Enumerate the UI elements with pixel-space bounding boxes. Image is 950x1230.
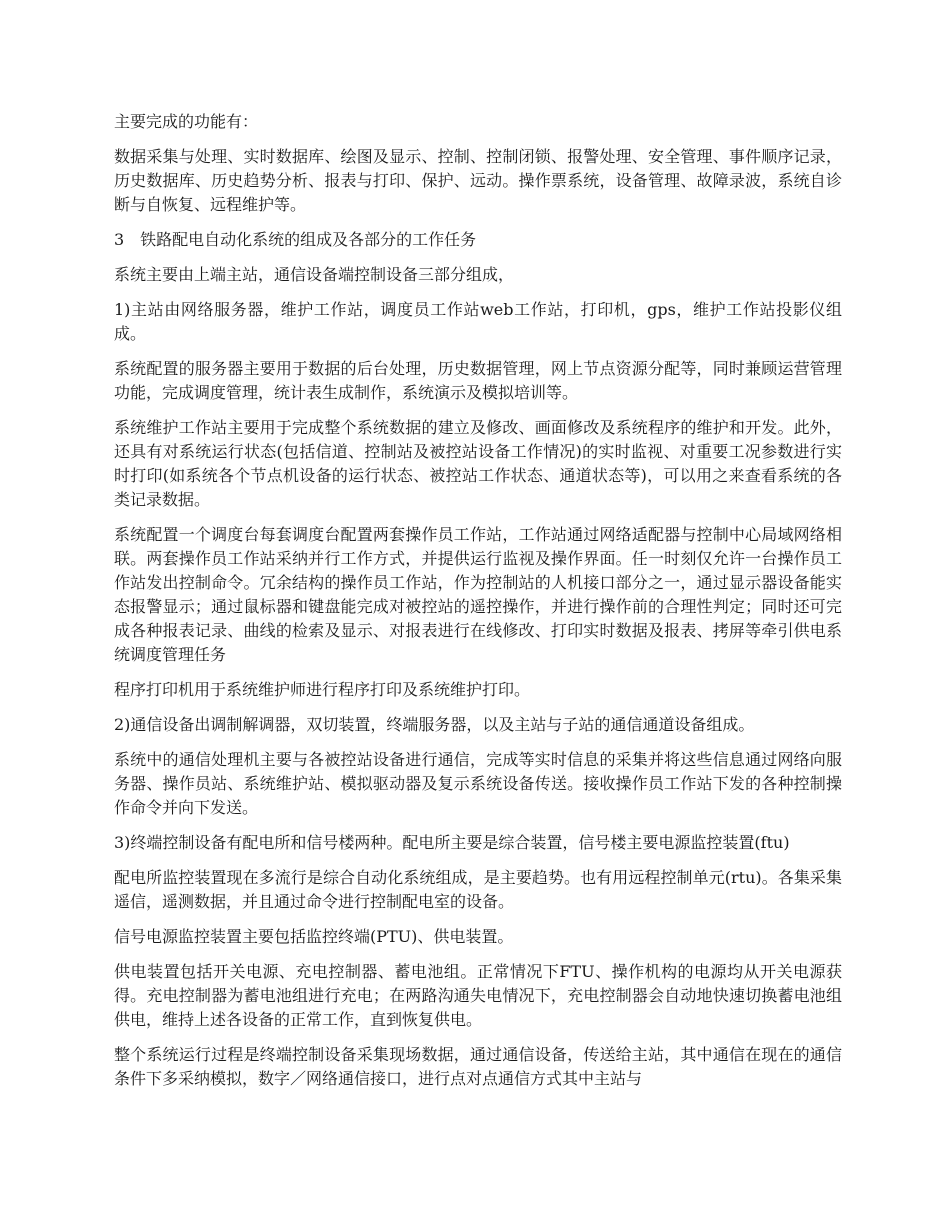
paragraph-operator-workstation: 系统配置一个调度台每套调度台配置两套操作员工作站，工作站通过网络适配器与控制中心局域网络相联。两套操作员工作站采纳并行工作方式，并提供运行监视及操作界面。任一时刻仅允许一台操作员工作站发出控制命令。冗余结构的操作员工作站，作为控制站的人机接口部分之一，通过显示器设备能实态报警显示；通过鼠标器和键盘能完成对被控站的遥控操作，并进行操作前的合理性判定；同时还可完成各种报表记录、曲线的检索及显示、对报表进行在线修改、打印实时数据及报表、拷屏等牵引供电系统调度管理任务 (114, 525, 842, 664)
document-body (114, 110, 842, 1102)
paragraph-functions: 数据采集与处理、实时数据库、绘图及显示、控制、控制闭锁、报警处理、安全管理、事件顺序记录，历史数据库、历史趋势分析、报表与打印、保护、远动。操作票系统，设备管理、故障录波，系统自诊断与自恢复、远程维护等。 (114, 147, 842, 214)
paragraph-terminal-devices: 3)终端控制设备有配电所和信号楼两种。配电所主要是综合装置，信号楼主要电源监控装置(ftu) (114, 833, 790, 852)
section-heading: 3 铁路配电自动化系统的组成及各部分的工作任务 (114, 230, 477, 249)
paragraph-communication-devices: 2)通信设备出调制解调器，双切装置，终端服务器，以及主站与子站的通信通道设备组成。 (114, 715, 755, 734)
paragraph-signal-power: 信号电源监控装置主要包括监控终端(PTU)、供电装置。 (114, 927, 514, 946)
paragraph-intro: 主要完成的功能有： (114, 112, 259, 131)
paragraph-server: 系统配置的服务器主要用于数据的后台处理，历史数据管理，网上节点资源分配等，同时兼顾运营管理功能，完成调度管理，统计表生成制作，系统演示及模拟培训等。 (114, 359, 842, 402)
paragraph-printer: 程序打印机用于系统维护师进行程序打印及系统维护打印。 (114, 680, 531, 699)
paragraph-substation-monitor: 配电所监控装置现在多流行是综合自动化系统组成，是主要趋势。也有用远程控制单元(rtu)。各集采集遥信，遥测数据，并且通过命令进行控制配电室的设备。 (114, 868, 842, 911)
paragraph-system-operation: 整个系统运行过程是终端控制设备采集现场数据，通过通信设备，传送给主站，其中通信在现在的通信条件下多采纳模拟，数字／网络通信接口，进行点对点通信方式其中主站与 (114, 1045, 842, 1088)
paragraph-power-supply: 供电装置包括开关电源、充电控制器、蓄电池组。正常情况下FTU、操作机构的电源均从开关电源获得。充电控制器为蓄电池组进行充电；在两路沟通失电情况下，充电控制器会自动地快速切换蓄电池组供电，维持上述各设备的正常工作，直到恢复供电。 (114, 962, 842, 1029)
paragraph-communication-processor: 系统中的通信处理机主要与各被控站设备进行通信，完成等实时信息的采集并将这些信息通过网络向服务器、操作员站、系统维护站、模拟驱动器及复示系统设备传送。接收操作员工作站下发的各种控制操作命令并向下发送。 (114, 750, 842, 817)
paragraph-system-parts: 系统主要由上端主站，通信设备端控制设备三部分组成， (114, 265, 515, 284)
paragraph-main-station: 1)主站由网络服务器，维护工作站，调度员工作站web工作站，打印机，gps，维护工作站投影仪组成。 (114, 300, 842, 343)
paragraph-maintenance-workstation: 系统维护工作站主要用于完成整个系统数据的建立及修改、画面修改及系统程序的维护和开发。此外，还具有对系统运行状态(包括信道、控制站及被控站设备工作情况)的实时监视、对重要工况参数进行实时打印(如系统各个节点机设备的运行状态、被控站工作状态、通道状态等)，可以用之来查看系统的各类记录数据。 (114, 418, 842, 509)
